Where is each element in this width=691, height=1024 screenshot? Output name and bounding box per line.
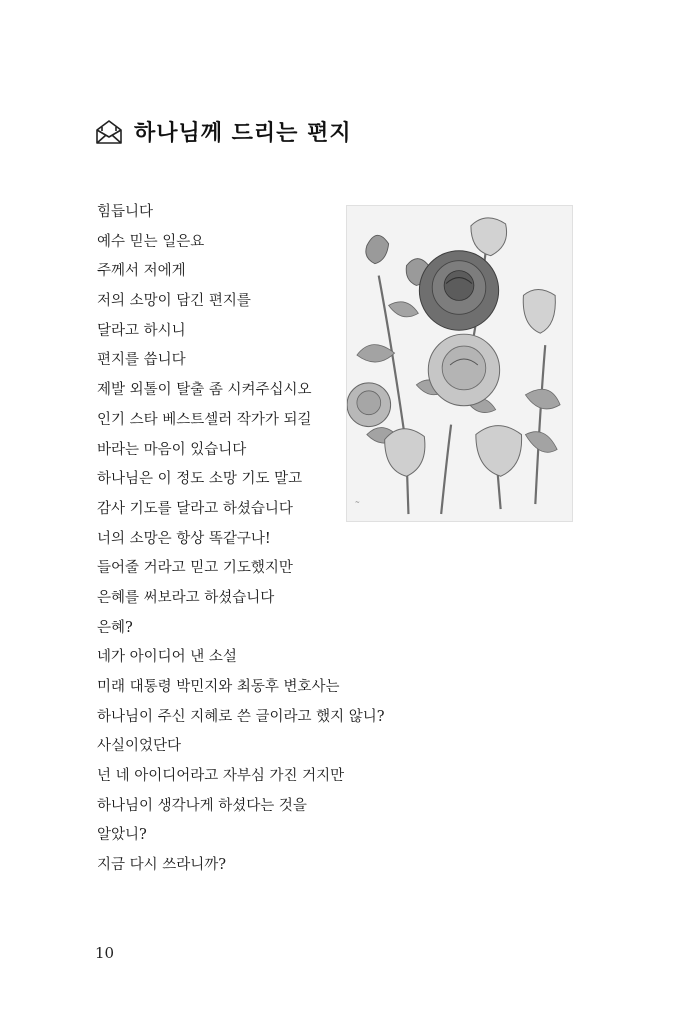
page-heading xyxy=(94,116,352,147)
svg-text:~: ~ xyxy=(354,499,360,507)
poem-line: 달라고 하시니 xyxy=(97,322,186,339)
poem-line: 바라는 마음이 있습니다 xyxy=(97,441,247,458)
page-number: 10 xyxy=(95,944,115,962)
poem-line: 하나님은 이 정도 소망 기도 말고 xyxy=(97,471,303,488)
poem-line: 지금 다시 쓰라니까? xyxy=(97,857,227,874)
poem-line: 은혜? xyxy=(97,619,133,636)
page-title: 하나님께 드리는 편지 xyxy=(134,121,352,146)
poem-line: 알았니? xyxy=(97,827,147,844)
poem-line: 넌 네 아이디어라고 자부심 가진 거지만 xyxy=(97,768,345,785)
poem-line: 하나님이 주신 지혜로 쓴 글이라고 했지 않니? xyxy=(97,708,385,725)
poem-line: 네가 아이디어 낸 소설 xyxy=(97,649,237,666)
envelope-icon xyxy=(94,118,124,146)
poem-line: 감사 기도를 달라고 하셨습니다 xyxy=(97,500,293,517)
poem-line: 들어줄 거라고 믿고 기도했지만 xyxy=(97,560,293,577)
poem-line: 제발 외톨이 탈출 좀 시켜주십시오 xyxy=(97,382,312,399)
poem-line: 미래 대통령 박민지와 최동후 변호사는 xyxy=(97,679,340,695)
poem-line: 너의 소망은 항상 똑같구나! xyxy=(97,530,271,547)
poem-line: 저의 소망이 담긴 편지를 xyxy=(97,293,251,310)
poem-line: 주께서 저에게 xyxy=(97,263,186,280)
poem-line: 은혜를 써보라고 하셨습니다 xyxy=(97,589,275,606)
poem-line: 힘듭니다 xyxy=(97,204,154,220)
poem-line: 하나님이 생각나게 하셨다는 것을 xyxy=(97,797,307,814)
poem-line: 인기 스타 베스트셀러 작가가 되길 xyxy=(97,411,312,428)
rose-illustration xyxy=(346,205,573,522)
poem-line: 사실이었단다 xyxy=(97,738,182,755)
poem-line: 예수 믿는 일은요 xyxy=(97,233,205,250)
poem-line: 편지를 씁니다 xyxy=(97,352,186,369)
